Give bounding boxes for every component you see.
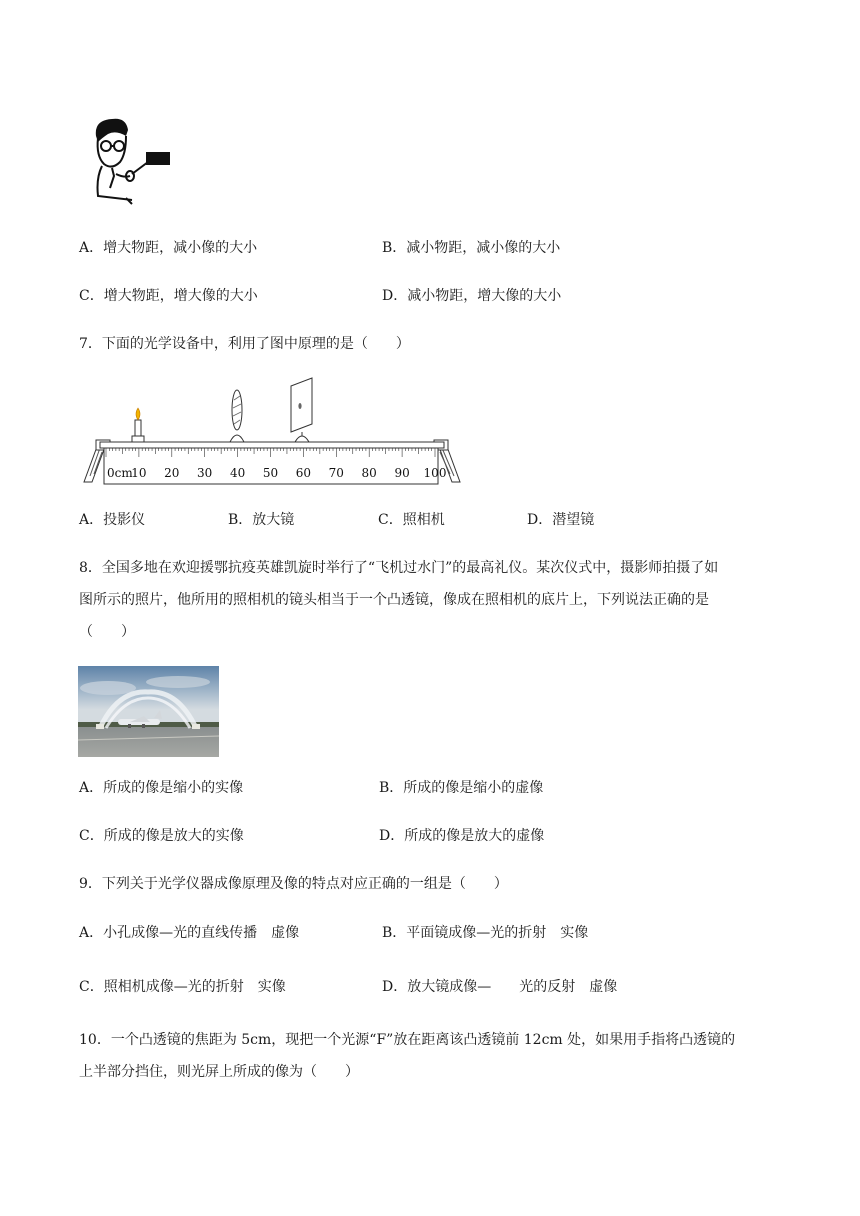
q8-stem-line-3: （ ） (79, 624, 135, 640)
q9-stem: 9．下列关于光学仪器成像原理及像的特点对应正确的一组是（ ） (79, 876, 508, 892)
q8-photo-water-salute (78, 666, 219, 757)
ruler-label: 50 (262, 466, 279, 480)
q8-stem-line-1: 8．全国多地在欢迎援鄂抗疫英雄凯旋时举行了“飞机过水门”的最高礼仪。某次仪式中，摄影师拍摄了如 (79, 560, 719, 576)
q7-option-b[interactable]: B．放大镜 (228, 512, 295, 528)
q6-option-a[interactable]: A．增大物距，减小像的大小 (79, 240, 258, 256)
q8-option-a[interactable]: A．所成的像是缩小的实像 (79, 780, 244, 796)
light-screen (291, 378, 312, 442)
q7-option-a[interactable]: A．投影仪 (79, 512, 146, 528)
q8-option-b[interactable]: B．所成的像是缩小的虚像 (379, 780, 544, 796)
candle (132, 408, 144, 442)
q9-option-d[interactable]: D．放大镜成像— 光的反射 虚像 (382, 979, 618, 995)
ruler-label: 20 (164, 466, 180, 480)
ruler-label: 90 (394, 466, 410, 480)
ruler-label: 0cm (107, 466, 133, 480)
q6-option-b[interactable]: B．减小物距，减小像的大小 (382, 240, 561, 256)
ruler-label: 60 (295, 466, 312, 480)
q8-stem-line-2: 图所示的照片，他所用的照相机的镜头相当于一个凸透镜，像成在照相机的底片上，下列说法正确的是 (79, 592, 709, 608)
q9-option-b[interactable]: B．平面镜成像—光的折射 实像 (382, 925, 589, 941)
q8-option-d[interactable]: D．所成的像是放大的虚像 (379, 828, 545, 844)
q6-option-c[interactable]: C．增大物距，增大像的大小 (79, 288, 258, 304)
q7-option-d[interactable]: D．潜望镜 (527, 512, 595, 528)
q10-stem-line-1: 10．一个凸透镜的焦距为 5cm，现把一个光源“F”放在距离该凸透镜前 12cm 处，如果用手指将凸透镜的 (79, 1032, 736, 1048)
q9-option-a[interactable]: A．小孔成像—光的直线传播 虚像 (79, 925, 300, 941)
q10-stem-line-2: 上半部分挡住，则光屏上所成的像为（ ） (79, 1064, 359, 1080)
q7-stem: 7．下面的光学设备中，利用了图中原理的是（ ） (79, 336, 410, 352)
ruler-label: 70 (328, 466, 344, 480)
q8-option-c[interactable]: C．所成的像是放大的实像 (79, 828, 244, 844)
ruler-label: 100 (423, 466, 447, 480)
q6-figure-person-with-device (86, 116, 178, 206)
ruler-label: 30 (197, 466, 213, 480)
q7-option-c[interactable]: C．照相机 (378, 512, 445, 528)
ruler-label: 10 (131, 466, 147, 480)
ruler-label: 80 (361, 466, 377, 480)
ruler-label: 40 (229, 466, 246, 480)
q7-optical-bench-figure (80, 376, 464, 488)
convex-lens (230, 390, 244, 442)
q9-option-c[interactable]: C．照相机成像—光的折射 实像 (79, 979, 286, 995)
q6-option-d[interactable]: D．减小物距，增大像的大小 (382, 288, 562, 304)
